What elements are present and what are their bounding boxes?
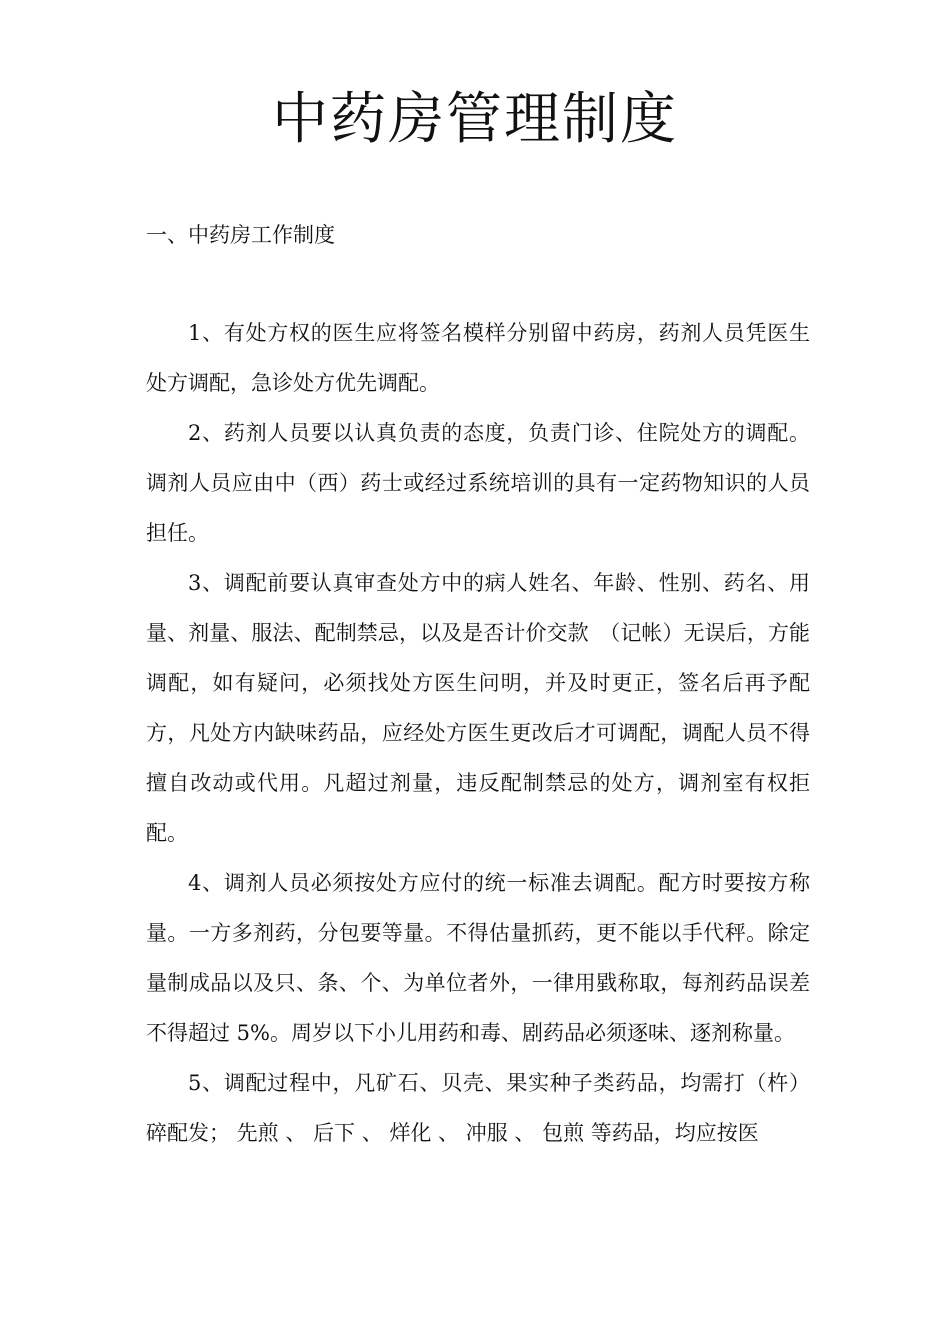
paragraph-3: 3、调配前要认真审查处方中的病人姓名、年龄、性别、药名、用量、剂量、服法、配制禁忌，以及是否计价交款 （记帐）无误后，方能调配，如有疑问，必须找处方医生问明，并及时更正，签名后再予配方，凡处方内缺味药品，应经处方医生更改后才可调配，调配人员不得擅自改动或代用。凡超过剂量，违反配制禁忌的处方，调剂室有权拒配。 — [146, 571, 810, 845]
paragraph-5: 5、调配过程中，凡矿石、贝壳、果实种子类药品，均需打（杵）碎配发； 先煎 、 后下 、 烊化 、 冲服 、 包煎 等药品，均应按医 — [146, 1071, 810, 1145]
paragraph-2: 2、药剂人员要以认真负责的态度，负责门诊、住院处方的调配。调剂人员应由中（西）药士或经过系统培训的具有一定药物知识的人员担任。 — [146, 421, 810, 545]
document-title: 中药房管理制度 — [272, 87, 678, 152]
document-body — [146, 308, 810, 1158]
paragraph-1: 1、有处方权的医生应将签名模样分别留中药房，药剂人员凭医生处方调配，急诊处方优先调配。 — [146, 321, 810, 395]
paragraph-4: 4、调剂人员必须按处方应付的统一标准去调配。配方时要按方称量。一方多剂药，分包要等量。不得估量抓药，更不能以手代秤。除定量制成品以及只、条、个、为单位者外，一律用戥称取，每剂药品误差不得超过 5%。周岁以下小儿用药和毒、剧药品必须逐味、逐剂称量。 — [146, 871, 810, 1045]
section-heading: 一、中药房工作制度 — [146, 223, 335, 247]
